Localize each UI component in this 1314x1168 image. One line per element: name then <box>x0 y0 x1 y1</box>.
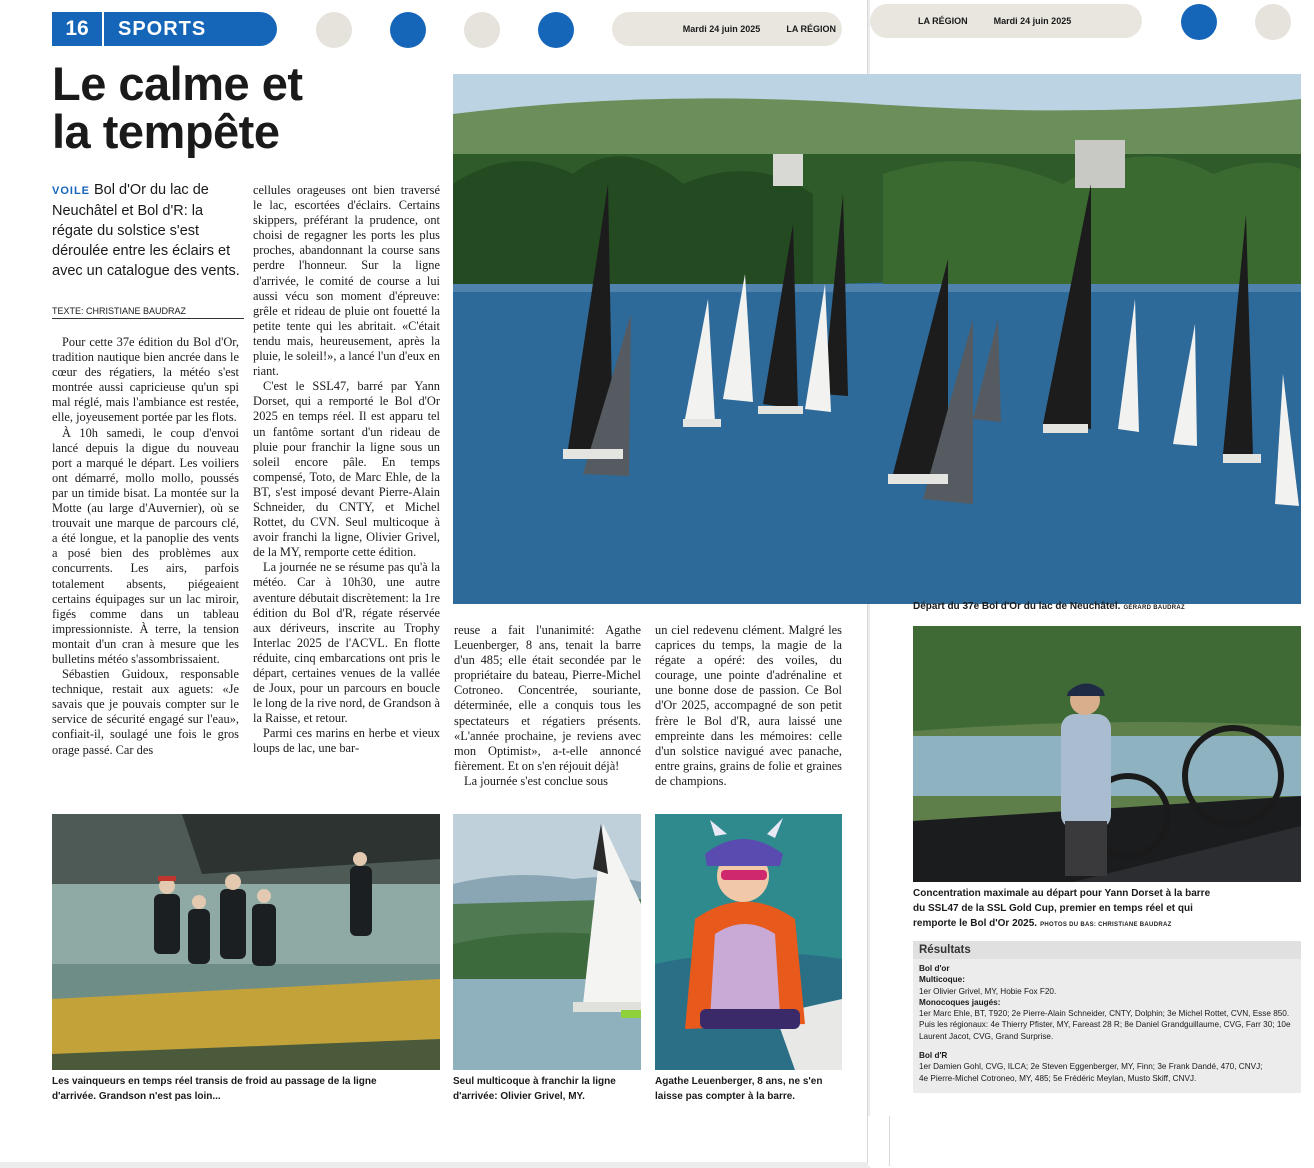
paragraph: cellules orageuses ont bien traversé le lac, escortées d'éclairs. Certains skippers, préférant la prudence, ont choisi de regagner les ports les plus proches, abandonnant la course sans perdre l'honneur. Sur la ligne d'arrivée, le comité de course a lui aussi vécu son moment d'épreuve: grêle et rideau de pluie ont fouetté la petite tente qui les abritait. «C'était tendu mais, heureusement, après la pluie, le soleil!», a lancé l'un d'eux en riant. <box>253 183 440 379</box>
article-column-3 <box>454 623 641 789</box>
headline-line: Le calme et <box>52 57 303 110</box>
headline-line: la tempête <box>52 105 280 158</box>
page-edge <box>868 1116 890 1166</box>
paragraph: un ciel redevenu clément. Malgré les caprices du temps, la magie de la régate a opéré: des voiles, du courage, une pointe d'adrénaline et une bonne dose de passion. Ce Bol d'Or 2025, accompagné de son petit frère le Bol d'R, aura laissé une empreinte dans les mémoires: celle d'un solstice navigué avec panache, entre grains, grains de folie et graines de champions. <box>655 623 842 788</box>
issue-date-right: Mardi 24 juin 2025 <box>993 16 1072 26</box>
paragraph: La journée s'est conclue sous <box>464 773 608 788</box>
results-subheading: Multicoque: <box>919 975 965 985</box>
article-column-2 <box>253 183 440 757</box>
date-bar-right <box>870 4 1142 38</box>
standfirst <box>52 180 244 281</box>
paragraph: Parmi ces marins en herbe et vieux loups de lac, une bar- <box>253 726 440 756</box>
photo-credit: GÉRARD BAUDRAZ <box>1123 605 1185 611</box>
kicker: VOILE <box>52 185 91 197</box>
caption-agathe: Agathe Leuenberger, 8 ans, ne s'en laisse pas compter à la barre. <box>655 1076 823 1102</box>
caption-multihull: Seul multicoque à franchir la ligne d'arrivée: Olivier Grivel, MY. <box>453 1076 616 1102</box>
brand-right: LA RÉGION <box>918 16 968 26</box>
decor-dot <box>538 12 574 48</box>
standfirst-text: Bol d'Or du lac de Neuchâtel et Bol d'R: la régate du solstice s'est déroulée entre les éclairs et avec un catalogue des vents. <box>52 182 240 279</box>
results-line: Puis les régionaux: 4e Thierry Pfister, MY, Fareast 28 R; 8e Daniel Grandguillaume, CVG, Farr 30; 10e Laurent Jacot, CVG, Grand Surprise. <box>919 1020 1291 1041</box>
decor-dot <box>464 12 500 48</box>
results-box <box>913 941 1301 1093</box>
section-tab <box>52 12 277 46</box>
article-column-4 <box>655 623 842 789</box>
paragraph: À 10h samedi, le coup d'envoi lancé depuis la digue du nouveau port a marqué le départ. Les voiliers ont démarré, mollo mollo, poussés par un timide bisat. La montée sur la Motte (au large d'Auvernier), où se trouvait une marque de parcours clé, a été longue, et la panoplie des vents a posé bien des problèmes aux concurrents. Les airs, parfois totalement absents, piégeaient certains équipages sur un lac miroir, figés comme dans un tableau impressionniste. À terre, la tension montait d'un cran à mesure que les bulletins météo s'assombrissaient. <box>52 425 239 666</box>
caption-start <box>913 599 1301 616</box>
results-body <box>913 959 1301 1088</box>
byline: TEXTE: CHRISTIANE BAUDRAZ <box>52 306 244 319</box>
paragraph: reuse a fait l'unanimité: Agathe Leuenberger, 8 ans, tenait la barre d'un 485; elle était secondée par le propriétaire du bateau, Pierre-Michel Cotroneo. Concentrée, souriante, déterminée, elle a conquis tous les spectateurs et régatiers présents. «L'année prochaine, je reviens avec mon Optimist», a-t-elle annoncé fièrement. Et on s'en réjouit déjà! <box>454 623 641 773</box>
brand: LA RÉGION <box>786 24 836 34</box>
paragraph: La journée ne se résume pas qu'à la météo. Car à 10h30, une autre aventure débutait discrètement: la 1re édition du Bol d'R, régate réservée aux dériveurs, inscrite au Trophy Interlac 2025 de l'ACVL. En flotte réduite, cinq embarcations ont pris le départ, certaines venues de la vallée de Joux, pour un parcours en boucle le long de la rive nord, de Grandson à la Raisse, et retour. <box>253 560 440 726</box>
results-heading: Bol d'R <box>919 1051 948 1061</box>
paragraph: C'est le SSL47, barré par Yann Dorset, qui a remporté le Bol d'Or 2025 en temps réel. Il est apparu tel un fantôme sortant d'un rideau de pluie pour franchir la ligne sous un soleil encore pâle. En temps compensé, Toto, de Marc Ehle, de la BT, s'est imposé devant Pierre-Alain Schneider, du CNTY, et Michel Rottet, du CVN. Seul multicoque à avoir franchi la ligne, Olivier Grivel, de la MY, remporte cette édition. <box>253 379 440 560</box>
caption-winners: Les vainqueurs en temps réel transis de froid au passage de la ligne d'arrivée. Grandson n'est pas loin... <box>52 1076 377 1102</box>
paragraph: Pour cette 37e édition du Bol d'Or, tradition nautique bien ancrée dans le cœur des régatiers, la météo s'est montrée aussi capricieuse qu'un spi mal réglé, mais l'ambiance est restée, elle, joyeusement portée par les flots. <box>52 335 239 425</box>
photo-agathe <box>655 814 842 1070</box>
caption-start-text: Départ du 37e Bol d'Or du lac de Neuchâtel. <box>913 601 1121 612</box>
photo-helm <box>913 626 1301 882</box>
results-title: Résultats <box>913 941 1301 959</box>
decor-dot <box>1181 4 1217 40</box>
results-subheading: Monocoques jaugés: <box>919 997 1001 1007</box>
decor-dot <box>316 12 352 48</box>
decor-dot <box>390 12 426 48</box>
section-name: SPORTS <box>118 17 207 40</box>
headline <box>52 57 432 158</box>
results-heading: Bol d'or <box>919 964 950 973</box>
page-number: 16 <box>52 12 104 46</box>
paragraph: Sébastien Guidoux, responsable technique, restait aux aguets: «Je savais que je pouvais compter sur le service de sécurité engagé sur l'eau», confiait-il, soulagé une fois le gros orage passé. Car des <box>52 667 239 757</box>
results-line: 4e Pierre-Michel Cotroneo, MY, 485; 5e Frédéric Meylan, Musto Skiff, CNVJ. <box>919 1073 1197 1083</box>
results-line: 1er Damien Gohl, CVG, ILCA; 2e Steven Eggenberger, MY, Finn; 3e Frank Dandé, 470, CNVJ; <box>919 1062 1263 1072</box>
decor-dot <box>1255 4 1291 40</box>
date-bar <box>612 12 842 46</box>
photo-winners <box>52 814 440 1070</box>
photo-multihull <box>453 814 641 1070</box>
photo-credit: PHOTOS DU BAS: CHRISTIANE BAUDRAZ <box>1040 922 1172 928</box>
article-column-1 <box>52 335 239 758</box>
results-line: 1er Marc Ehle, BT, T920; 2e Pierre-Alain Schneider, CNTY, Dolphin; 3e Michel Rottet, CVN, Esse 850. <box>919 1009 1290 1019</box>
caption-helm <box>913 886 1223 933</box>
results-line: 1er Olivier Grivel, MY, Hobie Fox F20. <box>919 986 1057 996</box>
photo-regatta-start <box>453 74 1301 604</box>
caption-helm-text: Concentration maximale au départ pour Yann Dorset à la barre du SSL47 de la SSL Gold Cup, premier en temps réel et qui remporte le Bol d'Or 2025. <box>913 888 1211 929</box>
issue-date: Mardi 24 juin 2025 <box>682 24 761 34</box>
